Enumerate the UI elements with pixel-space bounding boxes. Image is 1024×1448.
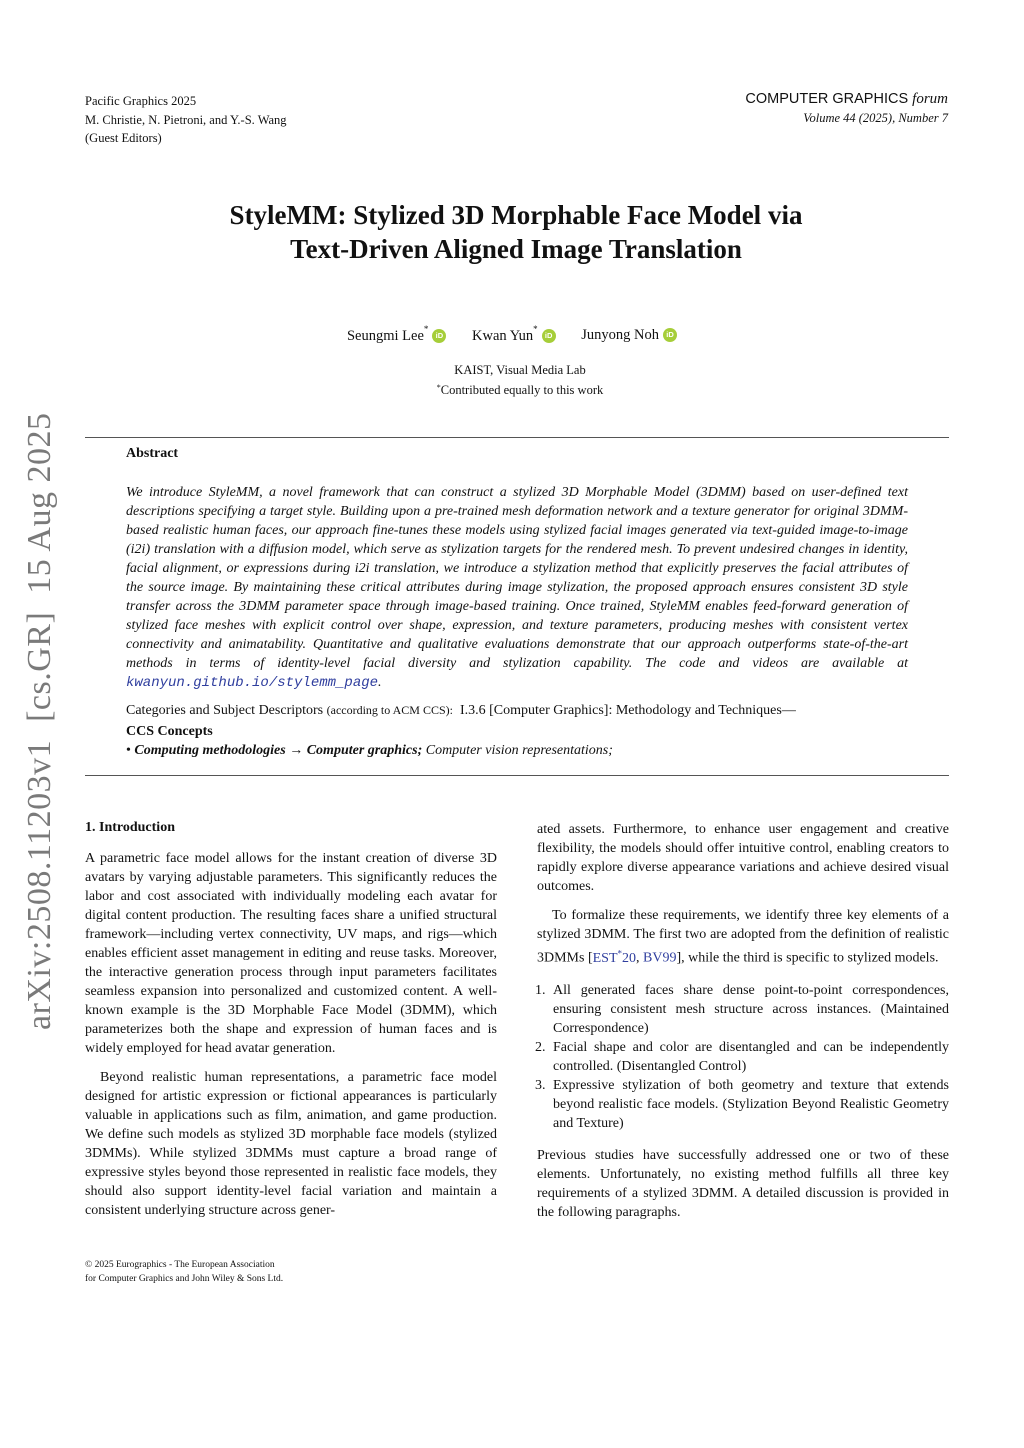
list-number: 3.: [535, 1077, 546, 1093]
author-list: [0, 326, 1024, 345]
categories-note: (according to ACM CCS):: [326, 703, 453, 717]
categories-label: Categories and Subject Descriptors: [126, 703, 324, 718]
conference-name: Pacific Graphics 2025: [85, 94, 197, 108]
ccs-term-1: Computing methodologies: [134, 743, 286, 758]
orcid-icon[interactable]: iD: [663, 328, 677, 342]
intro-paragraph-5: Previous studies have successfully addressed one or two of these elements. Unfortunately, no existing method fulfills all three key requirements of a stylized 3DMM. A detailed discussion is provided in the following paragraphs.: [537, 1147, 949, 1220]
left-column: [85, 849, 497, 1220]
contribution-note: [0, 379, 1024, 399]
abstract-end: .: [378, 675, 382, 690]
affiliation-block: [0, 361, 1024, 399]
orcid-icon[interactable]: iD: [542, 329, 556, 343]
p4-before: To formalize these requirements, we identify three key elements of a stylized 3DMM. The first two are adopted from the definition of realistic 3DMMs [: [537, 908, 949, 966]
journal-title: [745, 90, 948, 109]
abstract-body: [126, 483, 908, 693]
list-number: 2.: [535, 1039, 546, 1055]
divider-bottom: [85, 775, 949, 776]
author-name: Kwan Yun: [472, 327, 534, 344]
copyright-notice: [85, 1259, 283, 1286]
requirements-list: [537, 981, 949, 1133]
contribution-mark: *: [436, 383, 441, 392]
author-name: Seungmi Lee: [346, 327, 424, 344]
cite1-sup: *: [617, 948, 623, 958]
right-column: [537, 820, 949, 1222]
title-line-2: Text-Driven Aligned Image Translation: [290, 234, 742, 264]
list-text: Facial shape and color are disentangled and can be independently controlled. (Disentangled Control): [553, 1039, 949, 1074]
intro-paragraph-4: [537, 906, 949, 968]
cite1-year: 20: [622, 950, 637, 966]
author-mark: *: [423, 324, 429, 334]
list-text: All generated faces share dense point-to-point correspondences, ensuring consistent mesh structure across instances. (Maintained Correspondence): [553, 982, 949, 1036]
categories: [126, 701, 926, 720]
abstract-heading: Abstract: [126, 446, 179, 461]
cite1-key: EST: [592, 950, 618, 966]
affiliation: KAIST, Visual Media Lab: [454, 363, 586, 377]
section-heading: 1. Introduction: [85, 820, 175, 835]
title-line-1: StyleMM: Stylized 3D Morphable Face Model via: [229, 200, 803, 230]
guest-editors: M. Christie, N. Pietroni, and Y.-S. Wang: [85, 112, 287, 127]
project-link[interactable]: kwanyun.github.io/stylemm_page: [126, 675, 379, 691]
intro-paragraph-1: A parametric face model allows for the instant creation of diverse 3D avatars by varying adjustable parameters. This significantly reduces the labor and cost associated with individually modeling each avatar for digital content production. The resulting faces share a unified structural framework—including vertex connectivity, UV maps, and rigs—which enables efficient asset management in editing and reuse tasks. Moreover, the interactive generation process through input parameters facilitates seamless expansion into personalized and customized content. A well-known example is the 3D Morphable Face Model (3DMM), which parameterizes both the shape and expression of human faces and is widely employed for head avatar generation.: [85, 851, 497, 1056]
copyright-line-1: © 2025 Eurographics - The European Association: [85, 1260, 275, 1270]
ccs-heading: CCS Concepts: [126, 724, 213, 739]
intro-paragraph-2: Beyond realistic human representations, a parametric face model designed for artistic expression or fictional appearances is particularly valuable in applications such as film, animation, and game production. We define such models as stylized 3D morphable face models (stylized 3DMMs). While stylized 3DMMs must capture a broad range of expressive styles beyond those represented in realistic face models, they should also support identity-level facial variation and maintain a consistent underlying structure across gener-: [85, 1070, 497, 1218]
journal-volume: Volume 44 (2025), Number 7: [803, 110, 948, 125]
abstract-text: We introduce StyleMM, a novel framework that can construct a stylized 3D Morphable Model (3DMM) based on user-defined text descriptions specifying a target style. Building upon a pre-trained mesh deformation network and a texture generator for original 3DMM-based realistic human faces, our approach fine-tunes these models using stylized facial images generated via text-guided image-to-image (i2i) translation with a diffusion model, which serve as stylization targets for the rendered mesh. To prevent undesired changes in identity, facial alignment, or expressions during i2i translation, we introduce a stylization method that explicitly preserves the facial attributes of the source image. By maintaining these critical attributes during image stylization, the proposed approach ensures consistent 3D style transfer across the 3DMM parameter space through image-based training. Once trained, StyleMM enables feed-forward generation of stylized face meshes with explicit control over shape, expression, and texture parameters, producing meshes with consistent vertex connectivity and animatability. Quantitative and qualitative evaluations demonstrate that our approach outperforms state-of-the-art methods in terms of identity-level facial diversity and stylization capability. The code and videos are available at: [126, 485, 908, 671]
author: [472, 326, 556, 345]
ccs-term-3: Computer vision representations;: [425, 743, 613, 758]
p4-after: ], while the third is specific to stylized models.: [676, 950, 939, 966]
divider-top: [85, 437, 949, 438]
author-name: Junyong Noh: [581, 326, 659, 343]
ccs-bullet: •: [126, 743, 131, 758]
citation-bv99[interactable]: BV99: [643, 950, 677, 966]
intro-paragraph-3: ated assets. Furthermore, to enhance user engagement and creative flexibility, the models should offer intuitive control, enabling creators to rapidly explore diverse appearance variations and achieve desired visual outcomes.: [537, 822, 949, 894]
journal-suffix: forum: [912, 91, 948, 107]
header-left: [85, 92, 287, 148]
header-right: [745, 90, 948, 127]
ccs-term-2: Computer graphics;: [306, 743, 423, 758]
copyright-line-2: for Computer Graphics and John Wiley & Sons Ltd.: [85, 1273, 284, 1284]
ccs-concepts: [126, 743, 613, 759]
journal-name: COMPUTER GRAPHICS: [745, 91, 909, 107]
list-item: [537, 981, 949, 1038]
list-number: 1.: [535, 982, 546, 998]
author-mark: *: [533, 324, 538, 334]
orcid-icon[interactable]: iD: [432, 329, 446, 343]
list-item: [537, 1076, 949, 1133]
author: [581, 327, 677, 344]
paper-title: [0, 198, 1024, 266]
citation-est20[interactable]: [592, 948, 637, 966]
contribution-text: Contributed equally to this work: [440, 383, 604, 397]
list-item: [537, 1038, 949, 1076]
list-text: Expressive stylization of both geometry and texture that extends beyond realistic face models. (Stylization Beyond Realistic Geometry and Texture): [553, 1077, 949, 1131]
cite-separator: ,: [636, 950, 644, 966]
arxiv-identifier: arXiv:2508.11203v1 [cs.GR] 15 Aug 2025: [21, 412, 58, 1030]
ccs-arrow: →: [289, 743, 304, 758]
author: [347, 326, 446, 345]
guest-editors-note: (Guest Editors): [85, 131, 162, 145]
categories-text: I.3.6 [Computer Graphics]: Methodology and Techniques—: [459, 703, 796, 718]
